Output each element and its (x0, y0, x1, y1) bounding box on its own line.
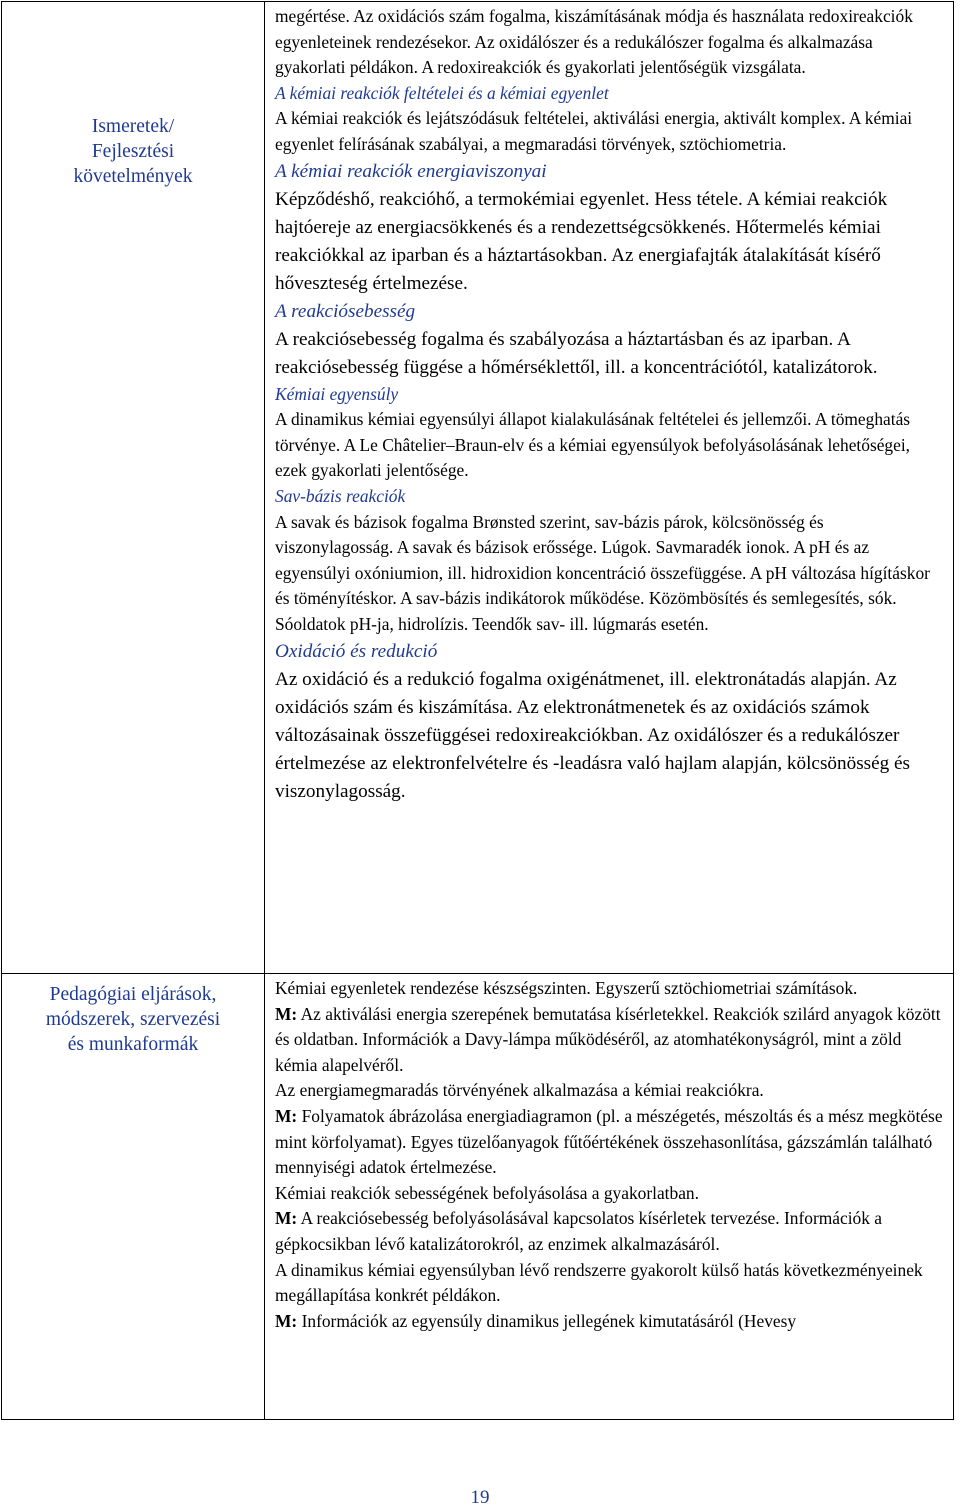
heading-acid-base: Sav-bázis reakciók (275, 485, 406, 506)
method-paragraph: M: A reakciósebesség befolyásolásával kapcsolatos kísérletek tervezése. Információk a gépkocsikban lévő katalizátorokról, az enzimek alkalmazásáról. (275, 1208, 882, 1254)
page-number: 19 (470, 1487, 490, 1508)
paragraph-redox: Az oxidáció és a redukció fogalma oxigénátmenet, ill. elektronátadás alapján. Az oxidációs szám és kiszámítása. Az elektronátmenetek és az oxidációs számok változásainak összefüggései redoxireakciókban. Az oxidálószer és a redukálószer értelmezése az elektronfelvételre és -leadásra való hajlam alapján, kölcsönösség és viszonylagosság. (275, 668, 911, 802)
paragraph-reaction-conditions: A kémiai reakciók és lejátszódásuk feltételei, aktiválási energia, aktivált komplex. A kémiai egyenlet felírásának szabályai, a megmaradási törvények, sztöchiometria. (275, 108, 913, 154)
paragraph-energy: Képződéshő, reakcióhő, a termokémiai egyenlet. Hess tétele. A kémiai reakciók hajtóereje az energiacsökkenés és a rendezettségcsökkenés. Hőtermelés kémiai reakciókkal az iparban és a háztartásokban. Az energiafajták átalakítását kísérő hőveszteség értelmezése. (275, 188, 888, 294)
curriculum-table (1, 1, 954, 1420)
method-paragraph: Kémiai egyenletek rendezése készségszinten. Egyszerű sztöchiometriai számítások. (275, 978, 858, 998)
heading-reaction-rate: A reakciósebesség (275, 300, 416, 322)
method-marker: M: (275, 1003, 298, 1024)
method-marker: M: (275, 1208, 298, 1229)
content-cell (265, 2, 954, 974)
heading-redox: Oxidáció és redukció (275, 640, 438, 662)
heading-energy: A kémiai reakciók energiaviszonyai (275, 160, 547, 182)
paragraph-acid-base: A savak és bázisok fogalma Brønsted szerint, sav-bázis párok, kölcsönösség és viszonylagosság. A savak és bázisok erőssége. Lúgok. Savmaradék ionok. A pH és az egyensúlyi oxóniumion, ill. hidroxidion koncentráció összefüggése. A pH változása hígításkor és töményítéskor. A sav-bázis indikátorok működése. Közömbösítés és semlegesítés, sók. Sóoldatok pH-ja, hidrolízis. Teendők sav- ill. lúgmarás esetén. (275, 511, 930, 634)
paragraph-equilibrium: A dinamikus kémiai egyensúlyi állapot kialakulásának feltételei és jellemzői. A tömeghatás törvénye. A Le Châtelier–Braun-elv és a kémiai egyensúlyok befolyásolásának lehetőségei, ezek gyakorlati jelentősége. (275, 409, 911, 481)
method-marker: M: (275, 1105, 298, 1126)
method-paragraph: M: Információk az egyensúly dinamikus jellegének kimutatásáról (Hevesy (275, 1310, 797, 1331)
heading-reaction-conditions: A kémiai reakciók feltételei és a kémiai egyenlet (275, 82, 609, 103)
intro-paragraph: megértése. Az oxidációs szám fogalma, kiszámításának módja és használata redoxireakciók egyenleteinek rendezésekor. Az oxidálószer és a redukálószer fogalma és alkalmazása gyakorlati példákon. A redoxireakciók és gyakorlati jelentőségük vizsgálata. (275, 6, 913, 78)
row-label-cell (2, 2, 265, 974)
method-paragraph: Az energiamegmaradás törvényének alkalmazása a kémiai reakciókra. (275, 1080, 764, 1101)
method-paragraph: A dinamikus kémiai egyensúlyban lévő rendszerre gyakorolt külső hatás következményeinek megállapítása konkrét példákon. (275, 1259, 923, 1306)
table-row (2, 2, 954, 974)
row-label-line: követelmények (73, 166, 193, 187)
row-label-line: és munkaformák (67, 1034, 199, 1055)
heading-equilibrium: Kémiai egyensúly (275, 383, 399, 404)
table-row (2, 974, 954, 1420)
row-label-line: Pedagógiai eljárások, (49, 984, 217, 1005)
method-marker: M: (275, 1310, 298, 1331)
method-paragraph: M: Az aktiválási energia szerepének bemutatása kísérletekkel. Reakciók szilárd anyagok között és oldatban. Információk a Davy-lámpa működéséről, az atomhatékonyságról, mint a zöld kémia alapelvéről. (275, 1003, 941, 1075)
row-label-line: Fejlesztési (91, 141, 175, 162)
methods-cell (265, 974, 954, 1420)
row-label-line: Ismeretek/ (91, 116, 175, 137)
row-label-line: módszerek, szervezési (45, 1009, 221, 1030)
row-label-cell (2, 974, 265, 1420)
method-paragraph: M: Folyamatok ábrázolása energiadiagramon (pl. a mészégetés, mészoltás és a mész megkötése mint körfolyamat). Egyes tüzelőanyagok fűtőértékének összehasonlítása, gázszámlán található mennyiségi adatok értelmezése. (275, 1105, 943, 1178)
paragraph-reaction-rate: A reakciósebesség fogalma és szabályozása a háztartásban és az iparban. A reakciósebesség függése a hőmérséklettől, ill. a koncentrációtól, katalizátorok. (275, 328, 878, 378)
method-paragraph: Kémiai reakciók sebességének befolyásolása a gyakorlatban. (275, 1182, 699, 1203)
